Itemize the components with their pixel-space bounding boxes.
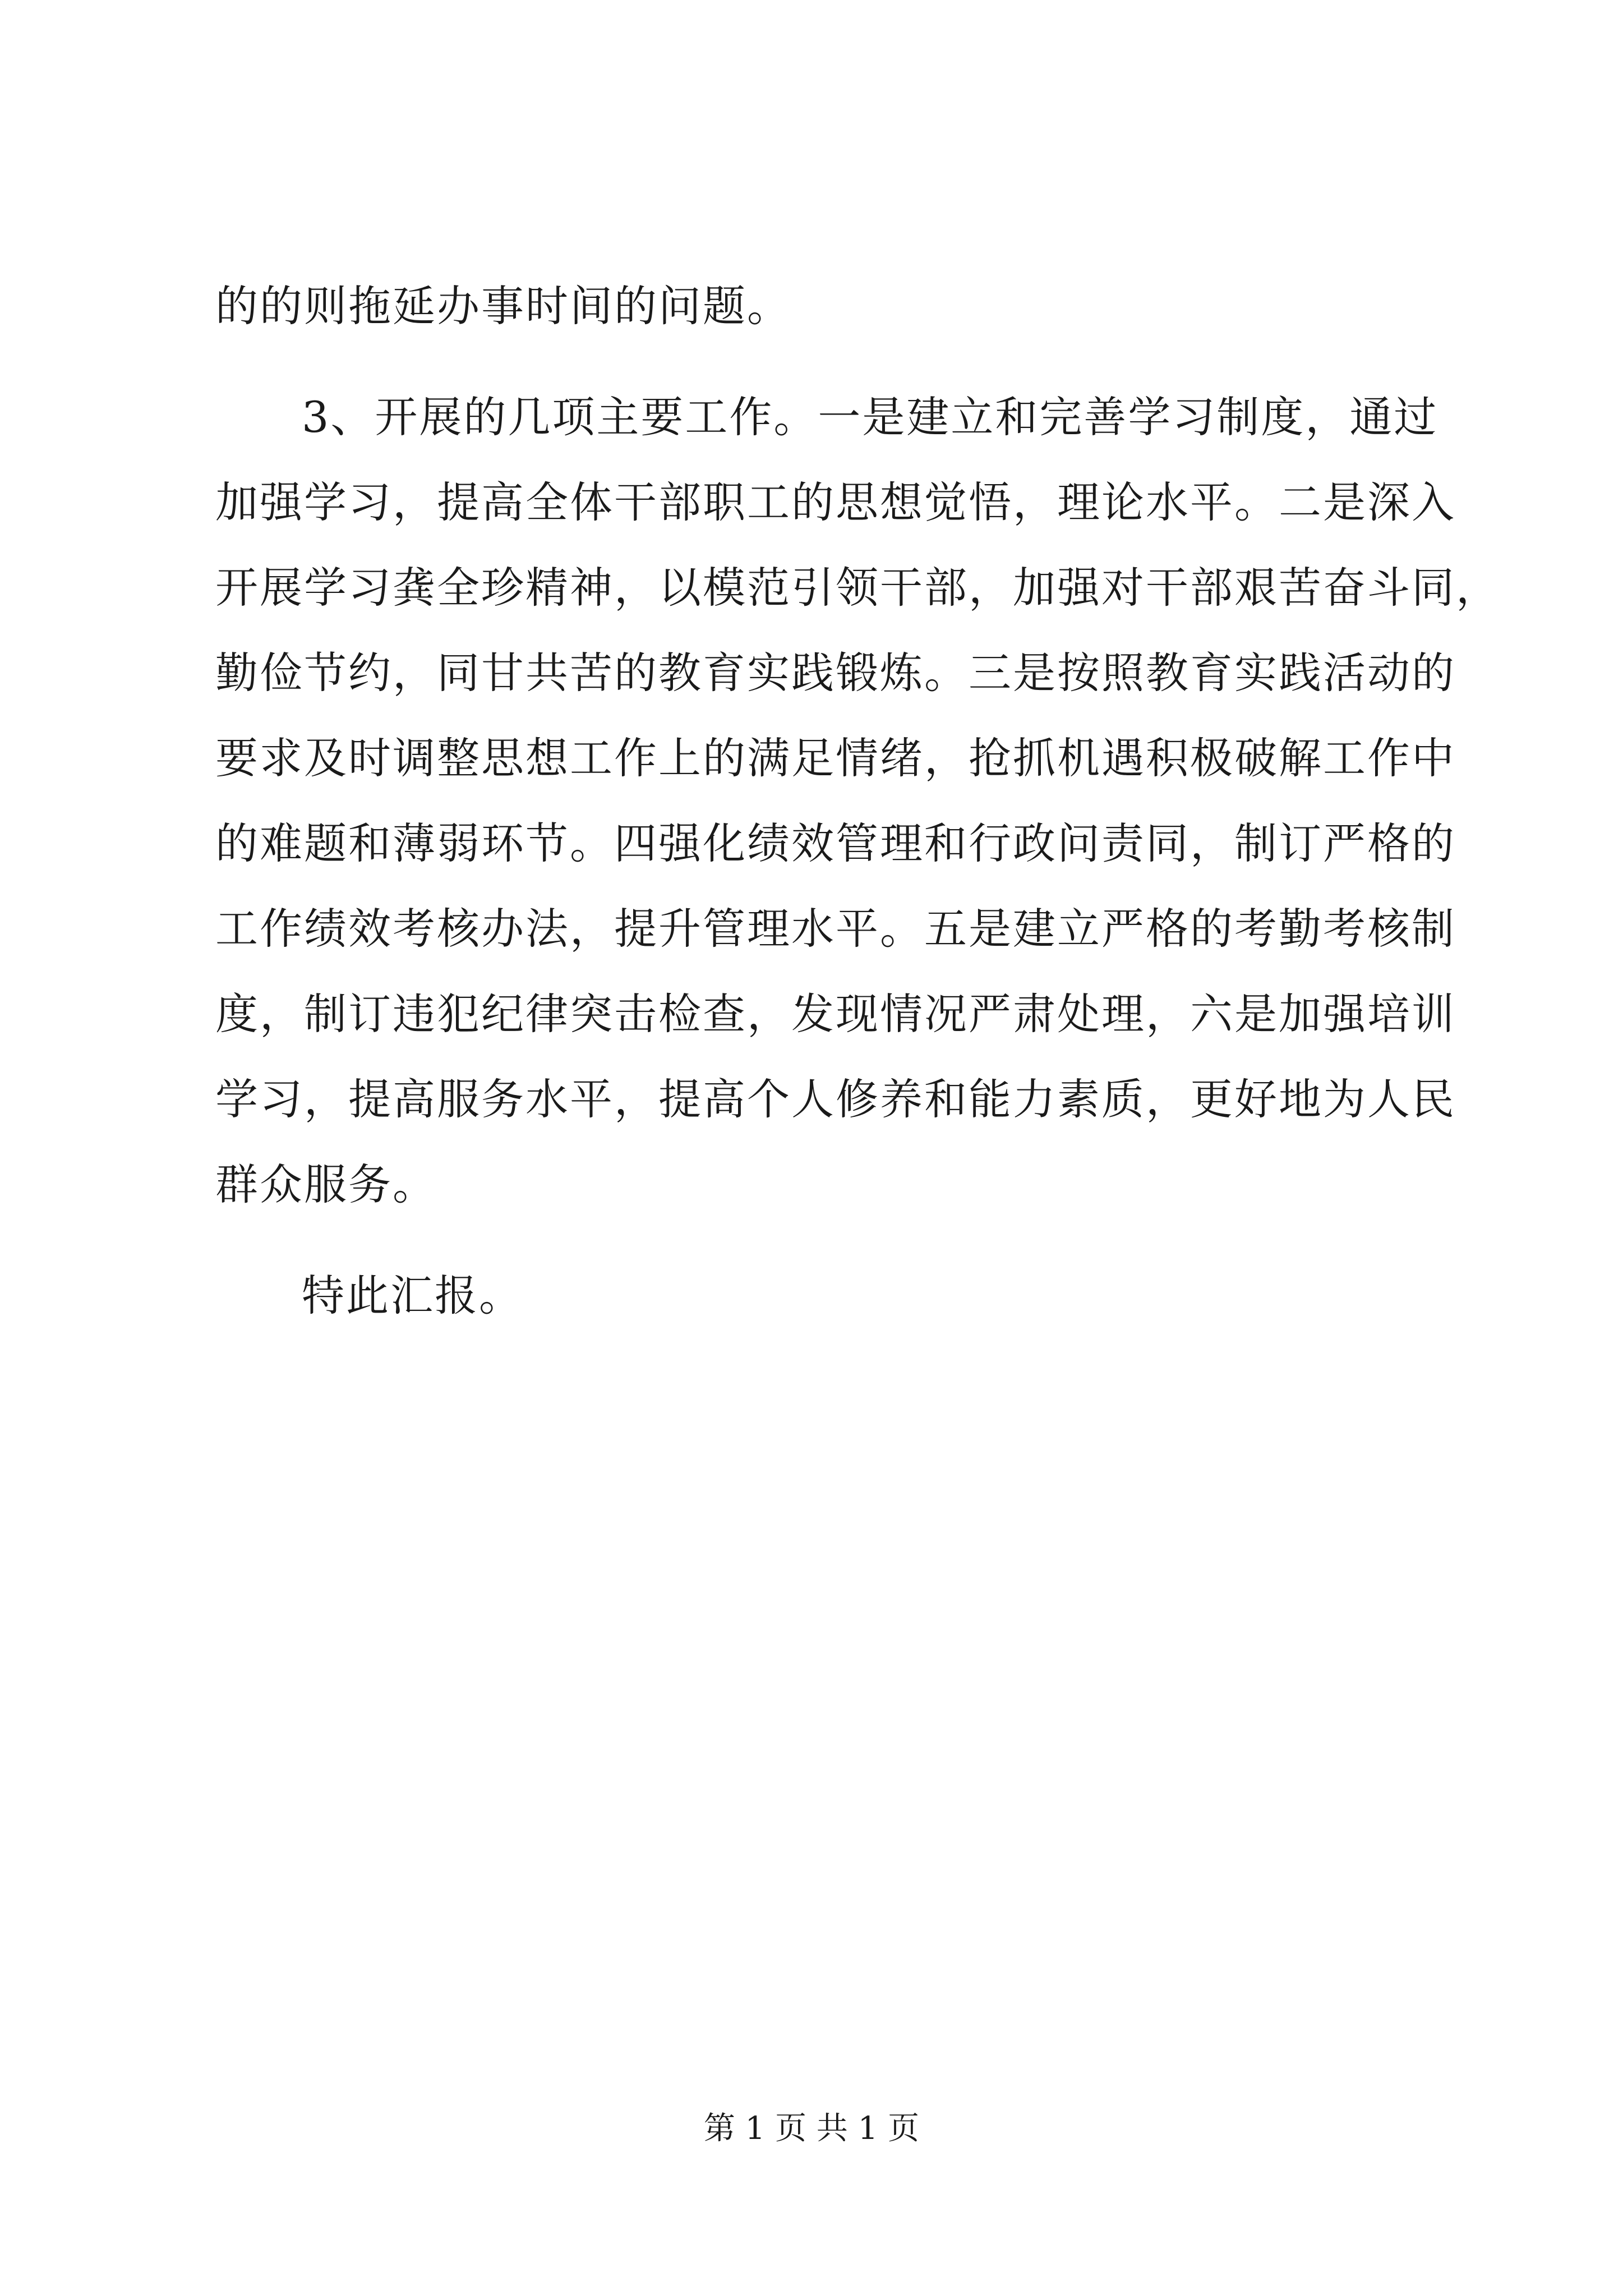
page-footer: 第 1 页 共 1 页 [703,2110,920,2147]
text-line: 开展学习龚全珍精神，以模范引领干部，加强对干部艰苦奋斗同， [215,563,1500,613]
paragraph-start-line: 3、开展的几项主要工作。一是建立和完善学习制度，通过 [302,392,1438,442]
text-line: 的的则拖延办事时间的问题。 [215,281,791,331]
text-line: 勤俭节约，同甘共苦的教育实践锻炼。三是按照教育实践活动的 [215,648,1456,698]
text-line: 工作绩效考核办法，提升管理水平。五是建立严格的考勤考核制 [215,904,1456,954]
text-line: 群众服务。 [215,1159,437,1209]
document-body [215,264,1500,1338]
text-line: 的难题和薄弱环节。四强化绩效管理和行政问责同，制订严格的 [215,818,1456,868]
closing-line: 特此汇报。 [302,1271,523,1320]
text-line: 加强学习，提高全体干部职工的思想觉悟，理论水平。二是深入 [215,477,1456,527]
text-line: 要求及时调整思想工作上的满足情绪，抢抓机遇积极破解工作中 [215,733,1456,783]
text-line: 度，制订违犯纪律突击检查，发现情况严肃处理，六是加强培训 [215,989,1456,1039]
text-line: 学习，提高服务水平，提高个人修养和能力素质，更好地为人民 [215,1074,1456,1124]
